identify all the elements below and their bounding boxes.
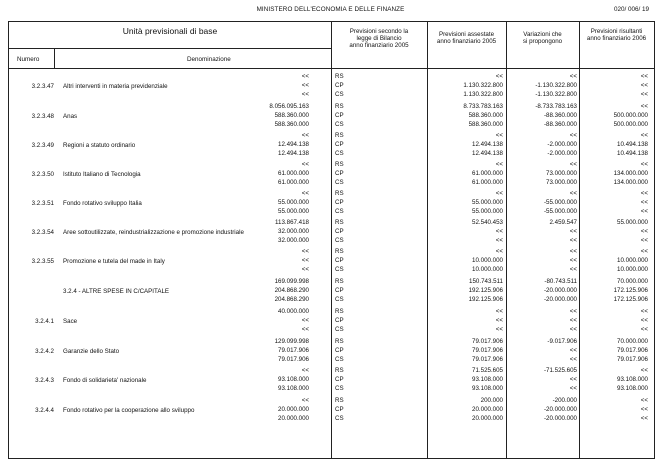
amount-value: << <box>301 91 309 98</box>
unit-number: 3.2.4.2 <box>35 348 54 355</box>
amount-cell <box>617 366 648 393</box>
row-type-label: RS <box>335 73 344 80</box>
amount-cell <box>614 102 648 129</box>
row-type-label: RS <box>335 367 344 374</box>
row-type-labels <box>335 102 351 129</box>
amount-value: << <box>640 415 648 422</box>
row-type-label: CS <box>335 385 344 392</box>
amount-cell <box>469 277 503 304</box>
amount-value: 79.017.906 <box>472 338 503 345</box>
amount-value: << <box>301 190 309 197</box>
amount-value: 79.017.906 <box>617 356 648 363</box>
row-type-label: CP <box>335 376 344 383</box>
amount-value: << <box>640 208 648 215</box>
amount-value: 10.000.000 <box>617 266 648 273</box>
amount-value: 8.056.095.163 <box>269 103 309 110</box>
amount-value: << <box>640 103 648 110</box>
amount-value: 73.000.000 <box>546 170 577 177</box>
amount-value: 52.540.453 <box>472 219 503 226</box>
amount-value: -88.360.000 <box>543 121 577 128</box>
amount-value: -71.525.605 <box>543 367 577 374</box>
row-type-label: CS <box>335 237 344 244</box>
row-type-label: CS <box>335 296 344 303</box>
table-row <box>9 277 654 307</box>
amount-value: << <box>569 73 577 80</box>
amount-cell <box>496 307 503 334</box>
amount-cell <box>570 307 577 334</box>
unit-denomination: Regioni a statuto ordinario <box>63 142 136 149</box>
amount-value: -1.130.322.800 <box>535 91 577 98</box>
amount-value: << <box>301 367 309 374</box>
amount-value: 10.494.138 <box>617 141 648 148</box>
amount-value: << <box>569 161 577 168</box>
amount-value: 71.525.605 <box>472 367 503 374</box>
row-type-labels <box>335 337 351 364</box>
amount-value: << <box>301 397 309 404</box>
unit-denomination: Garanzie dello Stato <box>63 348 120 355</box>
document-title: MINISTERO DELL'ECONOMIA E DELLE FINANZE <box>256 6 405 13</box>
row-type-label: CP <box>335 141 344 148</box>
amount-value: 40.000.000 <box>278 308 309 315</box>
amount-value: -8.733.783.163 <box>535 103 577 110</box>
amount-value: 61.000.000 <box>278 179 309 186</box>
table-row <box>9 72 654 102</box>
row-type-label: CP <box>335 170 344 177</box>
row-type-label: CP <box>335 199 344 206</box>
amount-value: 10.000.000 <box>472 266 503 273</box>
amount-value: 150.743.511 <box>469 278 503 285</box>
amount-cell <box>544 277 577 304</box>
amount-value: 200.000 <box>480 397 503 404</box>
row-type-labels <box>335 247 351 274</box>
row-type-labels <box>335 396 351 423</box>
amount-value: << <box>569 326 577 333</box>
numero-header: Numero <box>17 56 40 63</box>
amount-value: 134.000.000 <box>613 170 648 177</box>
unit-denomination: Istituto Italiano di Tecnologia <box>63 171 141 178</box>
table-row <box>9 396 654 426</box>
row-type-label: RS <box>335 248 344 255</box>
amount-cell <box>463 72 503 99</box>
amount-value: << <box>301 132 309 139</box>
amount-value: 79.017.906 <box>617 347 648 354</box>
amount-value: 55.000.000 <box>278 208 309 215</box>
amount-cell <box>547 337 577 364</box>
amount-value: -2.000.000 <box>547 150 577 157</box>
amount-value: 55.000.000 <box>472 208 503 215</box>
amount-value: -9.017.906 <box>547 338 577 345</box>
header-line: legge di Bilancio <box>356 35 402 43</box>
amount-value: << <box>495 132 503 139</box>
amount-value: << <box>640 317 648 324</box>
table-row <box>9 337 654 367</box>
row-type-label: RS <box>335 219 344 226</box>
amount-value: << <box>495 248 503 255</box>
amount-value: 129.099.998 <box>274 338 309 345</box>
unit-denomination: Aree sottoutilizzate, reindustrializzazione e promozione industriale <box>63 229 244 236</box>
unit-denomination: Fondo rotativo per la cooperazione allo sviluppo <box>63 407 195 414</box>
amount-value: << <box>301 317 309 324</box>
amount-value: << <box>640 132 648 139</box>
amount-value: << <box>495 317 503 324</box>
row-type-label: RS <box>335 132 344 139</box>
amount-value: << <box>640 91 648 98</box>
amount-value: << <box>640 82 648 89</box>
row-type-label: CP <box>335 112 344 119</box>
amount-value: 588.360.000 <box>468 112 503 119</box>
amount-value: 93.108.000 <box>617 385 648 392</box>
amount-cell <box>278 366 309 393</box>
row-type-label: RS <box>335 338 344 345</box>
header-line: Previsioni secondo la <box>349 28 409 35</box>
amount-value: -55.000.000 <box>543 199 577 206</box>
amount-value: 93.108.000 <box>278 385 309 392</box>
amount-cell <box>549 218 577 245</box>
amount-value: -2.000.000 <box>547 141 577 148</box>
amount-value: 61.000.000 <box>472 170 503 177</box>
amount-cell <box>278 307 309 334</box>
amount-value: 12.494.138 <box>472 150 503 157</box>
amount-value: 20.000.000 <box>472 415 503 422</box>
amount-value: << <box>495 228 503 235</box>
row-type-label: CS <box>335 415 344 422</box>
amount-value: 79.017.906 <box>278 347 309 354</box>
unit-denomination: Promozione e tutela del made in Italy <box>63 258 165 265</box>
row-type-labels <box>335 72 351 99</box>
amount-value: << <box>640 397 648 404</box>
amount-value: << <box>569 356 577 363</box>
budget-table <box>8 21 655 459</box>
amount-cell <box>614 160 648 187</box>
amount-cell <box>278 396 309 423</box>
amount-value: 93.108.000 <box>278 376 309 383</box>
denominazione-header: Denominazione <box>187 56 231 63</box>
amount-value: 20.000.000 <box>278 415 309 422</box>
amount-cell <box>544 366 577 393</box>
col-previsioni-legge-header <box>331 28 427 50</box>
amount-value: << <box>640 308 648 315</box>
row-type-label: CS <box>335 150 344 157</box>
amount-value: << <box>640 228 648 235</box>
amount-value: << <box>640 248 648 255</box>
row-type-label: CS <box>335 121 344 128</box>
header-line: Previsioni assestate <box>438 31 495 38</box>
row-type-labels <box>335 218 351 245</box>
amount-cell <box>641 189 648 216</box>
row-type-labels <box>335 277 351 304</box>
divider <box>9 48 331 49</box>
amount-value: << <box>301 161 309 168</box>
amount-cell <box>472 366 503 393</box>
amount-cell <box>472 218 503 245</box>
table-row <box>9 189 654 219</box>
amount-value: << <box>301 326 309 333</box>
unit-number: 3.2.3.47 <box>31 83 54 90</box>
unit-denomination: Sace <box>63 318 78 325</box>
amount-value: << <box>495 326 503 333</box>
amount-value: 1.130.322.800 <box>463 82 503 89</box>
header-line: Variazioni che <box>523 31 562 38</box>
header-line: si propongono <box>522 38 563 46</box>
amount-value: 8.733.783.163 <box>463 103 503 110</box>
amount-value: << <box>569 228 577 235</box>
unit-number: 3.2.4.3 <box>35 377 54 384</box>
amount-cell <box>275 218 309 245</box>
amount-value: 588.360.000 <box>274 121 309 128</box>
amount-value: 12.494.138 <box>472 141 503 148</box>
amount-value: << <box>640 326 648 333</box>
amount-value: -200.000 <box>552 397 577 404</box>
amount-value: 61.000.000 <box>278 170 309 177</box>
unit-denomination: 3.2.4 - ALTRE SPESE IN C/CAPITALE <box>63 288 170 295</box>
col-variazioni-header <box>506 31 579 45</box>
amount-value: 93.108.000 <box>617 376 648 383</box>
amount-cell <box>544 396 577 423</box>
amount-value: << <box>569 317 577 324</box>
amount-value: 55.000.000 <box>617 219 648 226</box>
row-type-label: CP <box>335 406 344 413</box>
table-row <box>9 160 654 190</box>
amount-cell <box>472 160 503 187</box>
amount-value: 204.868.290 <box>274 296 309 303</box>
amount-value: << <box>640 199 648 206</box>
header-line: Previsioni risultanti <box>590 28 643 35</box>
row-type-label: CP <box>335 287 344 294</box>
amount-cell <box>275 337 309 364</box>
amount-value: << <box>495 237 503 244</box>
row-type-label: RS <box>335 278 344 285</box>
table-row <box>9 307 654 337</box>
amount-value: -1.130.322.800 <box>535 82 577 89</box>
amount-value: 2.459.547 <box>549 219 577 226</box>
col-previsioni-risultanti-header <box>579 28 654 42</box>
unit-number: 3.2.4.4 <box>35 407 54 414</box>
row-type-label: CS <box>335 326 344 333</box>
amount-cell <box>535 102 577 129</box>
amount-value: << <box>569 237 577 244</box>
amount-cell <box>472 396 503 423</box>
amount-value: 12.494.138 <box>278 141 309 148</box>
row-type-labels <box>335 189 351 216</box>
amount-value: << <box>640 73 648 80</box>
amount-value: 172.125.906 <box>613 296 648 303</box>
amount-value: 10.000.000 <box>472 257 503 264</box>
amount-cell <box>302 247 309 274</box>
amount-value: << <box>569 266 577 273</box>
row-type-label: RS <box>335 161 344 168</box>
amount-cell <box>641 72 648 99</box>
amount-value: 10.494.138 <box>617 150 648 157</box>
amount-value: 192.125.906 <box>468 287 503 294</box>
amount-value: -20.000.000 <box>543 415 577 422</box>
table-row <box>9 366 654 396</box>
amount-value: 79.017.906 <box>278 356 309 363</box>
amount-value: 134.000.000 <box>613 179 648 186</box>
amount-value: 55.000.000 <box>278 199 309 206</box>
amount-value: << <box>569 132 577 139</box>
amount-cell <box>617 337 648 364</box>
amount-cell <box>269 102 309 129</box>
table-row <box>9 131 654 161</box>
amount-cell <box>472 247 503 274</box>
row-type-label: CS <box>335 266 344 273</box>
amount-value: -55.000.000 <box>543 208 577 215</box>
amount-cell <box>472 131 503 158</box>
amount-cell <box>472 189 503 216</box>
unita-header: Unità previsionali di base <box>122 26 218 36</box>
row-type-labels <box>335 160 351 187</box>
amount-cell <box>275 277 309 304</box>
amount-value: << <box>301 257 309 264</box>
unit-number: 3.2.3.48 <box>31 113 54 120</box>
amount-value: << <box>569 248 577 255</box>
amount-value: 32.000.000 <box>278 228 309 235</box>
unit-number: 3.2.3.55 <box>31 258 54 265</box>
amount-cell <box>535 72 577 99</box>
amount-value: 588.360.000 <box>468 121 503 128</box>
amount-value: 20.000.000 <box>278 406 309 413</box>
amount-cell <box>472 337 503 364</box>
amount-cell <box>544 189 577 216</box>
row-type-label: CS <box>335 356 344 363</box>
row-type-label: CS <box>335 179 344 186</box>
header-line: anno finanziario 2006 <box>586 35 647 43</box>
amount-value: 20.000.000 <box>472 406 503 413</box>
row-type-label: CP <box>335 317 344 324</box>
amount-value: 70.000.000 <box>617 278 648 285</box>
amount-value: << <box>495 308 503 315</box>
unit-number: 3.2.4.1 <box>35 318 54 325</box>
amount-value: << <box>640 161 648 168</box>
row-type-label: CS <box>335 208 344 215</box>
amount-value: 10.000.000 <box>617 257 648 264</box>
table-row <box>9 247 654 277</box>
amount-value: 1.130.322.800 <box>463 91 503 98</box>
amount-value: 12.494.138 <box>278 150 309 157</box>
amount-value: -20.000.000 <box>543 287 577 294</box>
amount-value: 192.125.906 <box>468 296 503 303</box>
amount-value: 93.108.000 <box>472 376 503 383</box>
row-type-label: RS <box>335 308 344 315</box>
row-type-label: CS <box>335 91 344 98</box>
amount-value: << <box>640 406 648 413</box>
amount-cell <box>617 247 648 274</box>
unit-denomination: Altri interventi in materia previdenziale <box>63 83 168 90</box>
amount-value: << <box>569 347 577 354</box>
col-previsioni-assestate-header <box>427 31 506 45</box>
amount-value: -88.360.000 <box>543 112 577 119</box>
amount-value: 70.000.000 <box>617 338 648 345</box>
unit-denomination: Fondo di solidarieta' nazionale <box>63 377 147 384</box>
amount-value: 172.125.906 <box>613 287 648 294</box>
amount-value: 500.000.000 <box>613 112 648 119</box>
row-type-label: RS <box>335 190 344 197</box>
amount-value: 79.017.906 <box>472 356 503 363</box>
amount-value: << <box>640 190 648 197</box>
row-type-labels <box>335 366 351 393</box>
amount-value: -20.000.000 <box>543 406 577 413</box>
unit-number: 3.2.3.51 <box>31 200 54 207</box>
page-code: 020/ 006/ 19 <box>613 6 649 13</box>
amount-cell <box>546 160 577 187</box>
amount-cell <box>278 131 309 158</box>
unit-denomination: Fondo rotativo sviluppo Italia <box>63 200 142 207</box>
amount-value: << <box>301 73 309 80</box>
amount-cell <box>278 160 309 187</box>
amount-value: 61.000.000 <box>472 179 503 186</box>
divider <box>9 68 654 69</box>
amount-value: << <box>569 257 577 264</box>
row-type-label: CP <box>335 82 344 89</box>
amount-cell <box>547 131 577 158</box>
amount-cell <box>614 277 648 304</box>
amount-value: -80.743.511 <box>544 278 577 285</box>
row-type-labels <box>335 307 351 334</box>
row-type-label: RS <box>335 103 344 110</box>
amount-value: -20.000.000 <box>543 296 577 303</box>
amount-value: << <box>495 73 503 80</box>
amount-cell <box>641 396 648 423</box>
amount-value: 73.000.000 <box>546 179 577 186</box>
row-type-label: CP <box>335 228 344 235</box>
unit-number: 3.2.3.49 <box>31 142 54 149</box>
row-type-label: CP <box>335 257 344 264</box>
amount-cell <box>617 131 648 158</box>
amount-value: 32.000.000 <box>278 237 309 244</box>
row-type-labels <box>335 131 351 158</box>
amount-cell <box>617 218 648 245</box>
unit-number: 3.2.3.54 <box>31 229 54 236</box>
table-row <box>9 218 654 248</box>
amount-cell <box>570 247 577 274</box>
amount-value: 588.360.000 <box>274 112 309 119</box>
unit-number: 3.2.3.50 <box>31 171 54 178</box>
row-type-label: CP <box>335 347 344 354</box>
amount-cell <box>302 72 309 99</box>
amount-value: << <box>569 376 577 383</box>
amount-value: 93.108.000 <box>472 385 503 392</box>
amount-value: << <box>301 82 309 89</box>
amount-cell <box>278 189 309 216</box>
amount-value: << <box>640 367 648 374</box>
amount-value: << <box>301 266 309 273</box>
amount-value: 79.017.906 <box>472 347 503 354</box>
amount-value: << <box>569 385 577 392</box>
amount-value: 204.868.290 <box>274 287 309 294</box>
divider <box>54 48 55 68</box>
amount-value: << <box>569 190 577 197</box>
table-row <box>9 102 654 132</box>
amount-value: << <box>569 308 577 315</box>
amount-value: << <box>301 248 309 255</box>
amount-value: 113.867.418 <box>275 219 309 226</box>
amount-value: 169.099.998 <box>274 278 309 285</box>
amount-value: 55.000.000 <box>472 199 503 206</box>
amount-cell <box>641 307 648 334</box>
amount-value: 500.000.000 <box>613 121 648 128</box>
amount-value: << <box>495 161 503 168</box>
amount-value: << <box>640 237 648 244</box>
amount-cell <box>463 102 503 129</box>
header-line: anno finanziario 2005 <box>349 42 409 50</box>
row-type-label: RS <box>335 397 344 404</box>
unit-denomination: Anas <box>63 113 78 120</box>
amount-value: << <box>495 190 503 197</box>
header-line: anno finanziario 2005 <box>436 38 497 46</box>
